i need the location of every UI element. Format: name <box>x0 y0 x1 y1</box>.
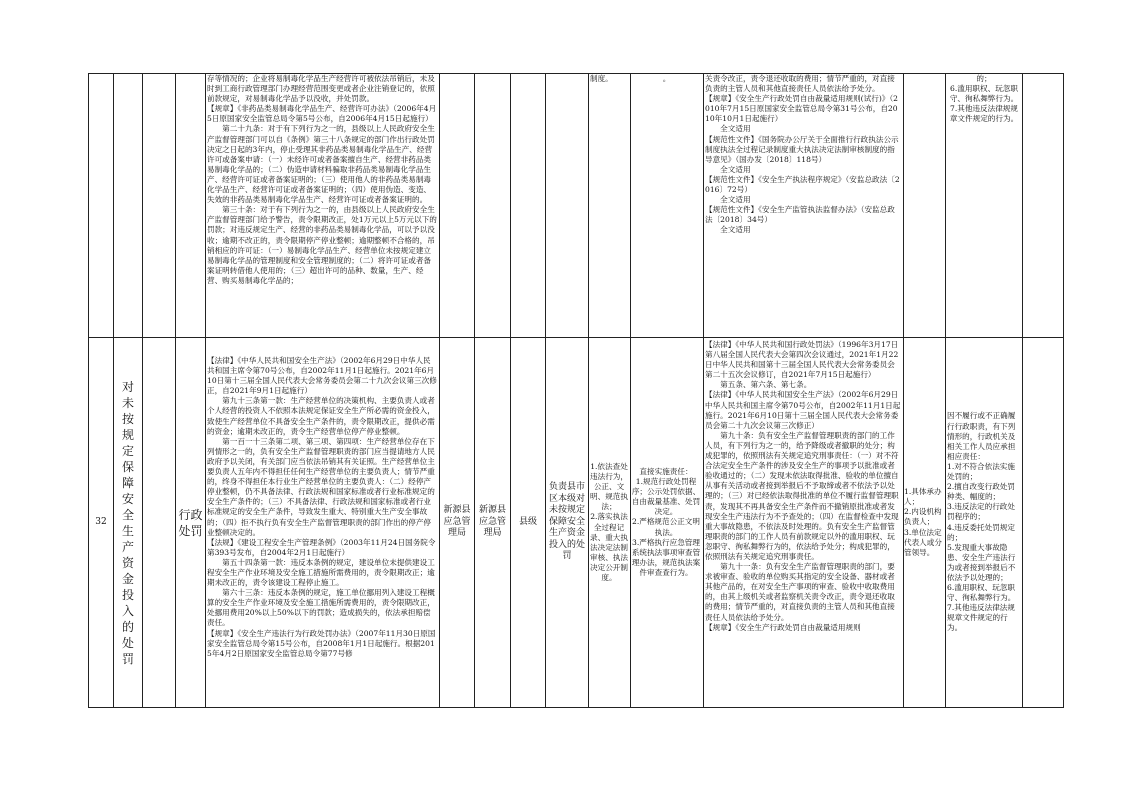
column-divider <box>1022 73 1023 707</box>
law-cell <box>207 356 437 706</box>
responsible-dept: 新源县应急管理局 <box>478 505 506 539</box>
top-law-cell <box>207 74 437 336</box>
top-accountability-text: 关责令改正，责令退还收取的费用；情节严重的，对直接负责的主管人员和其他直接责任人员依法给予处分。 【规章】《安全生产行政处罚自由裁量适用规则(试行)》（2010年7月15日原国家安全监管总局令第31号公布，自2010年10月1日起施行） 全文适用 【规范性文件】《国务院办公厅关于全面推行行政执法公示制度执法全过程记录制度重大执法决定法制审核制度的指导意见》（国办发〔2018〕118号） 全文适用 【规范性文件】《安全生产执法程序规定》（安监总政法〔2016〕72号） 全文适用 【规范性文件】《安全生产监管执法监督办法》（安监总政法〔2018〕34号） 全文适用 <box>705 74 900 235</box>
top-basis-text: 制度。 <box>590 74 613 83</box>
item-name: 对未按规定保障安全生产资金投入的处罚 <box>121 379 134 666</box>
item-name-cell <box>115 338 141 707</box>
implementing-dept: 新源县应急管理局 <box>443 505 471 539</box>
measure: 直接实施责任： 1.规范行政处罚程序；公示处罚依据、自由裁量基准、处罚决定。 2.严格规范公正文明执法。 3.严格执行应急管理系统执法事项审查管理办法，规范执法案件审查查行为。 <box>631 466 701 577</box>
level-cell <box>511 338 545 707</box>
row-number: 32 <box>95 516 107 527</box>
column-divider <box>205 73 206 707</box>
exemption-cell <box>946 338 1022 707</box>
level: 县级 <box>518 516 537 527</box>
column-divider <box>113 73 114 707</box>
column-divider <box>1063 73 1064 707</box>
top-measure-text: 。 <box>662 74 671 83</box>
scope: 负责县市区本级对未按规定保障安全生产资金投入的处罚 <box>548 482 585 562</box>
column-divider <box>703 73 704 707</box>
category: 行政处罚 <box>178 507 203 538</box>
table-bottom-border <box>88 707 1064 708</box>
exemption-text: 因不履行或不正确履行行政职责，有下列情形的，行政机关及相关工作人员应承担相应责任： 1.对不符合依法实施处罚的； 2.擅自改变行政处罚种类、幅度的； 3.违反法定的行政处罚程序的； 4.违反委托处罚规定的； 5.发现重大事故隐患、安全生产违法行为或者接到举报后不依法予以处理的； 6.滥用职权、玩忽职守、徇私舞弊行为。 7.其他违反法律法规规章文件规定的行为。 <box>947 411 1016 633</box>
top-exemption-cell <box>947 74 1021 336</box>
responsible-persons: 1.具体承办人； 2.内设机构负责人； 3.单位法定代表人或分管领导。 <box>904 487 942 557</box>
basis-cell <box>589 338 630 707</box>
row-number-cell <box>89 338 113 707</box>
category-cell <box>176 338 205 707</box>
basis: 1.依法查处违法行为，公正、文明、规范执法； 2.落实执法全过程记录、重大执法决定法制审核、执法决定公开制度。 <box>590 461 628 582</box>
top-law-text: 存等情况的；企业将易制毒化学品生产经营许可被依法吊销后，未及时到工商行政管理部门办理经营范围变更或者企业注销登记的，依照前款规定，对易制毒化学品予以没收，并处罚款。 【规章】《非药品类易制毒化学品生产、经营许可办法》（2006年4月5日原国家安全监管总局令第5号公布，自2006年4月15日起施行） 第二十九条：对于有下列行为之一的，县级以上人民政府安全生产监督管理部门可以自《条例》第三十八条规定的部门作出行政处罚决定之日起的3年内，停止受理其非药品类易制毒化学品生产、经营许可或备案申请：（一）未经许可或者备案擅自生产、经营非药品类易制毒化学品的；（二）伪造申请材料骗取非药品类易制毒化学品生产、经营许可证或者备案证明的；（三）使用他人的非药品类易制毒化学品生产、经营许可证或者备案证明的；（四）使用伪造、变造、失效的非药品类易制毒化学品生产、经营许可证或者备案证明的。 第三十条：对于有下列行为之一的，由县级以上人民政府安全生产监督管理部门给予警告，责令限期改正，处1万元以上5万元以下的罚款；对违反规定生产、经营的非药品类易制毒化学品，可以予以没收；逾期不改正的，责令限期停产停业整顿；逾期整顿不合格的，吊销相应的许可证：（一）易制毒化学品生产、经营单位未按规定建立易制毒化学品的管理制度和安全管理制度的；（二）将许可证或者备案证明转借他人使用的；（三）超出许可的品种、数量，生产、经营、购买易制毒化学品的； <box>207 74 437 285</box>
top-basis-cell <box>590 74 628 336</box>
top-accountability-cell <box>705 74 901 336</box>
scope-cell <box>546 338 588 707</box>
dept2-cell <box>475 338 510 707</box>
responsible-cell <box>904 338 945 707</box>
measure-cell <box>631 338 703 707</box>
top-measure-cell <box>632 74 701 336</box>
column-divider <box>142 73 143 707</box>
dept1-cell <box>440 338 474 707</box>
accountability-text: 【法律】《中华人民共和国行政处罚法》（1996年3月17日第八届全国人民代表大会第四次会议通过，2021年1月22日中华人民共和国第十三届全国人民代表大会常务委员会第二十五次会议修订，自2021年7月15日起施行） 第五条、第六条、第七条。 【法律】《中华人民共和国安全生产法》（2002年6月29日中华人民共和国主席令第70号公布，自2002年11月1日起施行。2021年6月10日第十三届全国人民代表大会常务委员会第二十九次会议第三次修正） 第九十条：负有安全生产监督管理职责的部门的工作人员，有下列行为之一的，给予降级或者撤职的处分；构成犯罪的，依照刑法有关规定追究刑事责任：（一）对不符合法定安全生产条件的涉及安全生产的事项予以批准或者验收通过的；（二）发现未依法取得批准、验收的单位擅自从事有关活动或者接到举报后不予取缔或者不依法予以处理的；（三）对已经依法取得批准的单位不履行监督管理职责，发现其不再具备安全生产条件而不撤销原批准或者发现安全生产违法行为不予查处的；（四）在监督检查中发现重大事故隐患，不依法及时处理的。负有安全生产监督管理职责的部门的工作人员有前款规定以外的滥用职权、玩忽职守、徇私舞弊行为的，依法给予处分；构成犯罪的，依照刑法有关规定追究刑事责任。 第九十一条：负有安全生产监督管理职责的部门，要求被审查、验收的单位购买其指定的安全设备、器材或者其他产品的，在对安全生产事项的审查、验收中收取费用的，由其上级机关或者监察机关责令改正，责令退还收取的费用；情节严重的，对直接负责的主管人员和其他直接责任人员依法给予处分。 【规章】《安全生产行政处罚自由裁量适用规则 <box>705 340 901 632</box>
accountability-cell <box>705 340 901 706</box>
top-exemption-text: 的； 6.滥用职权、玩忽职守、徇私舞弊行为。 7.其他违反法律规规章文件规定的行为。 <box>949 74 1019 124</box>
law-text: 【法律】《中华人民共和国安全生产法》（2002年6月29日中华人民共和国主席令第70号公布，自2002年11月1日起施行。2021年6月10日第十三届全国人民代表大会常务委员会第二十九次会议第三次修正，自2021年9月1日起施行） 第九十三条第一款：生产经营单位的决策机构、主要负责人或者个人经营的投资人不依照本法规定保证安全生产所必需的资金投入，致使生产经营单位不具备安全生产条件的，责令限期改正，提供必需的资金；逾期未改正的，责令生产经营单位停产停业整顿。 第一百一十三条第二项、第三项、第四项：生产经营单位存在下列情形之一的，负有安全生产监督管理职责的部门应当提请地方人民政府予以关闭，有关部门应当依法吊销其有关证照。生产经营单位主要负责人五年内不得担任任何生产经营单位的主要负责人；情节严重的，终身不得担任本行业生产经营单位的主要负责人：（二）经停产停业整顿，仍不具备法律、行政法规和国家标准或者行业标准规定的安全生产条件的；（三）不具备法律、行政法规和国家标准或者行业标准规定的安全生产条件，导致发生重大、特别重大生产安全事故的；（四）拒不执行负有安全生产监督管理职责的部门作出的停产停业整顿决定的。 【法规】《建设工程安全生产管理条例》（2003年11月24日国务院令第393号发布，自2004年2月1日起施行） 第五十四条第一款：违反本条例的规定，建设单位未提供建设工程安全生产作业环境及安全施工措施所需费用的，责令限期改正；逾期未改正的，责令该建设工程停止施工。 第六十三条：违反本条例的规定，施工单位挪用列入建设工程概算的安全生产作业环境及安全施工措施所需费用的，责令限期改正，处挪用费用20%以上50%以下的罚款；造成损失的，依法承担赔偿责任。 【规章】《安全生产违法行为行政处罚办法》（2007年11月30日原国家安全监管总局令第15号公布，自2008年1月1日起施行。根据2015年4月2日原国家安全监管总局令第77号修 <box>207 356 437 658</box>
